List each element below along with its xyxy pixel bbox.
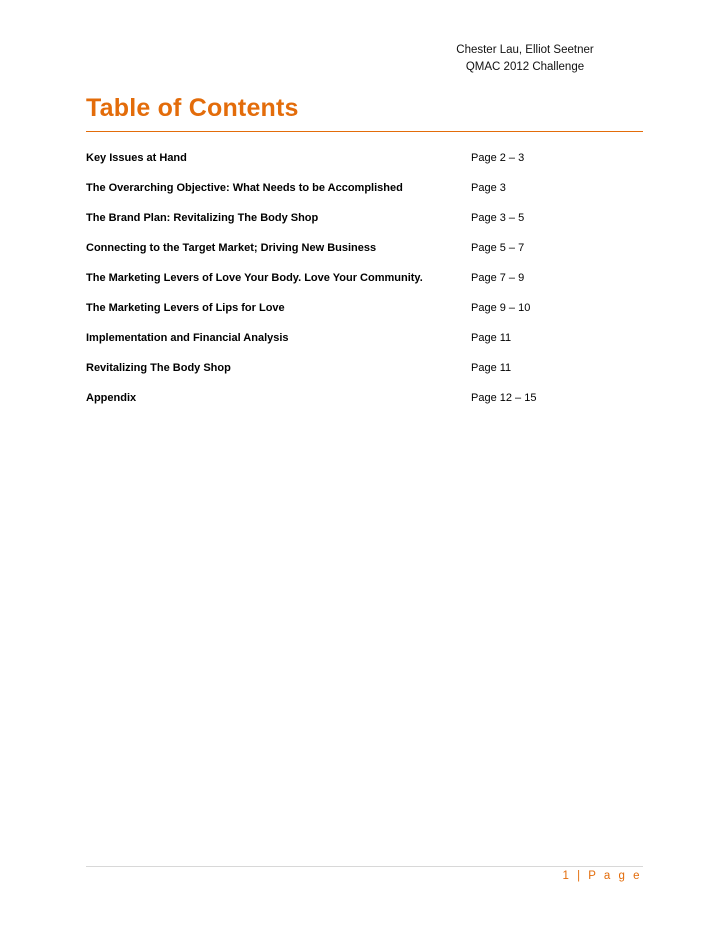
table-of-contents [86,150,643,420]
header-event: QMAC 2012 Challenge [465,61,585,73]
toc-entry-page: Page 12 – 15 [471,392,537,404]
footer-divider [86,866,643,867]
toc-entry-page: Page 9 – 10 [471,302,531,314]
toc-entry-title: Appendix [86,392,137,404]
toc-entry [86,360,643,390]
page-number: 1 | P a g e [562,870,642,882]
document-title: Table of Contents [86,94,299,122]
toc-entry [86,270,643,300]
page-header [440,42,610,76]
toc-entry-page: Page 11 [471,332,512,344]
toc-entry [86,180,643,210]
header-authors: Chester Lau, Elliot Seetner [456,44,594,56]
toc-entry-page: Page 5 – 7 [471,242,525,254]
toc-entry-page: Page 3 – 5 [471,212,525,224]
toc-entry [86,150,643,180]
toc-entry-page: Page 11 [471,362,512,374]
title-divider [86,131,643,132]
toc-entry-title: The Marketing Levers of Love Your Body. Love Your Community. [86,272,423,284]
toc-entry [86,330,643,360]
toc-entry [86,240,643,270]
toc-entry [86,210,643,240]
toc-entry-title: Connecting to the Target Market; Driving New Business [86,242,377,254]
toc-entry-page: Page 7 – 9 [471,272,525,284]
toc-entry [86,390,643,420]
toc-entry-page: Page 2 – 3 [471,152,525,164]
toc-entry-title: Key Issues at Hand [86,152,187,164]
toc-entry [86,300,643,330]
toc-entry-title: The Overarching Objective: What Needs to be Accomplished [86,182,403,194]
toc-entry-page: Page 3 [471,182,506,194]
toc-entry-title: Implementation and Financial Analysis [86,332,289,344]
toc-entry-title: Revitalizing The Body Shop [86,362,231,374]
toc-entry-title: The Brand Plan: Revitalizing The Body Shop [86,212,319,224]
toc-entry-title: The Marketing Levers of Lips for Love [86,302,285,314]
